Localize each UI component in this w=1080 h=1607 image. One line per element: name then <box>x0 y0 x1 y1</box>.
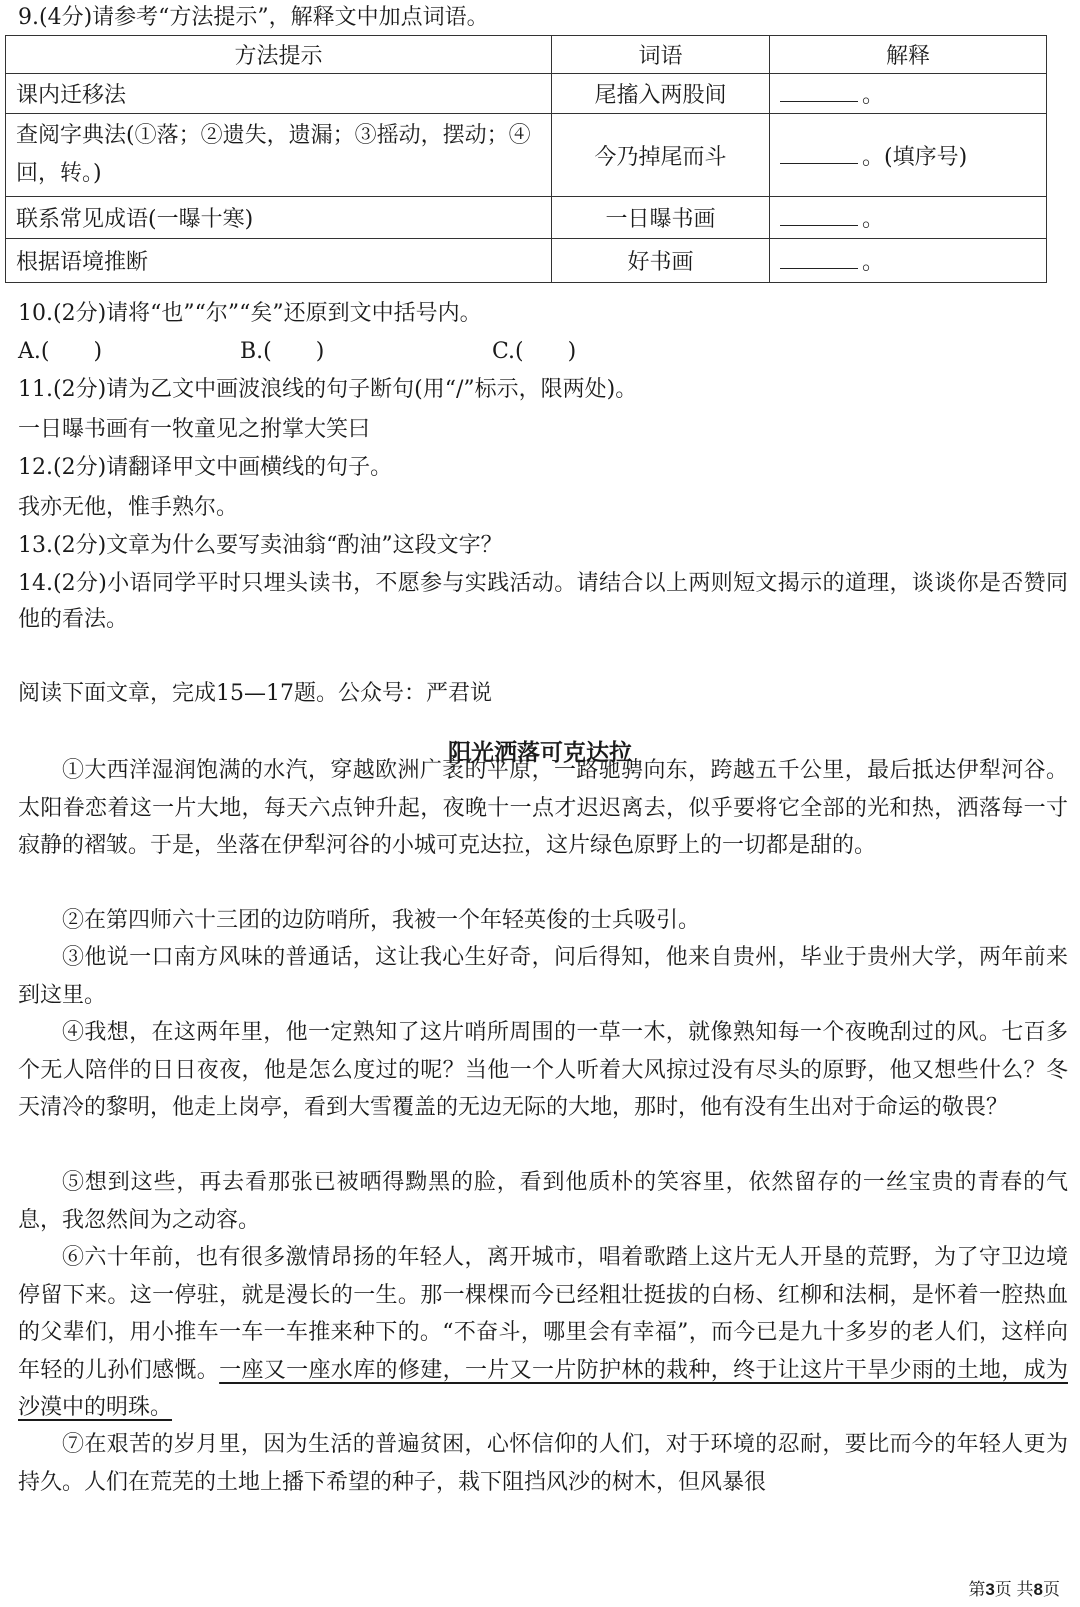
paragraph-2: ②在第四师六十三团的边防哨所，我被一个年轻英俊的士兵吸引。 <box>62 908 701 933</box>
paragraph-4: ④我想，在这两年里，他一定熟知了这片哨所周围的一草一木，就像熟知每一个夜晚刮过的风。七百多个无人陪伴的日日夜夜，他是怎么度过的呢？当他一个人听着大风掠过没有尽头的原野，他又想些什么？冬天清冷的黎明，他走上岗亭，看到大雪覆盖的无边无际的大地，那时，他有没有生出对于命运的敬畏？ <box>18 1020 1068 1120</box>
answer-suffix: 。(填序号) <box>862 144 968 170</box>
table-row <box>6 239 1047 283</box>
answer-cell[interactable] <box>770 74 1047 114</box>
underlined-sentence: 一座又一座水库的修建，一片又一片防护林的栽种，终于让这片干旱少雨的土地，成为沙漠中的明珠。 <box>18 1357 1068 1420</box>
word-cell: 今乃掉尾而斗 <box>552 114 770 197</box>
q14-prompt: 14.(2分)小语同学平时只埋头读书，不愿参与实践活动。请结合以上两则短文揭示的道理，谈谈你是否赞同他的看法。 <box>18 571 1068 632</box>
footer-middle: 页 共 <box>994 1580 1034 1599</box>
answer-suffix: 。 <box>862 207 885 232</box>
q12-sentence: 我亦无他，惟手熟尔。 <box>18 495 239 520</box>
header-word: 词语 <box>552 36 770 74</box>
q10-option-b[interactable]: B.( ) <box>240 339 325 364</box>
q9-prompt: 9.(4分)请参考“方法提示”，解释文中加点词语。 <box>18 5 489 30</box>
answer-suffix: 。 <box>862 83 885 108</box>
method-cell: 课内迁移法 <box>6 74 552 114</box>
article-title: 阳光洒落可克达拉 <box>448 739 632 766</box>
footer-prefix: 第 <box>968 1580 986 1599</box>
paragraph-7: ⑦在艰苦的岁月里，因为生活的普遍贫困，心怀信仰的人们，对于环境的忍耐，要比而今的年轻人更为持久。人们在荒芜的土地上播下希望的种子，栽下阻挡风沙的树木，但风暴很 <box>18 1432 1068 1495</box>
q9-table <box>5 35 1047 283</box>
table-row <box>6 114 1047 197</box>
answer-cell[interactable] <box>770 197 1047 239</box>
answer-cell[interactable] <box>770 114 1047 197</box>
footer-page: 3 <box>985 1580 995 1599</box>
page-footer <box>968 1575 1060 1600</box>
paragraph-1: ①大西洋湿润饱满的水汽，穿越欧洲广袤的平原，一路驰骋向东，跨越五千公里，最后抵达伊犁河谷。太阳眷恋着这一片大地，每天六点钟升起，夜晚十一点才迟迟离去，似乎要将它全部的光和热，洒落每一寸寂静的褶皱。于是，坐落在伊犁河谷的小城可克达拉，这片绿色原野上的一切都是甜的。 <box>18 758 1068 858</box>
q11-prompt: 11.(2分)请为乙文中画波浪线的句子断句(用“/”标示，限两处)。 <box>18 377 638 402</box>
method-cell: 根据语境推断 <box>6 239 552 283</box>
word-cell: 尾搐入两股间 <box>552 74 770 114</box>
footer-total: 8 <box>1033 1580 1043 1599</box>
answer-suffix: 。 <box>862 250 885 275</box>
answer-blank[interactable] <box>780 203 858 226</box>
q10-prompt: 10.(2分)请将“也”“尔”“矣”还原到文中括号内。 <box>18 301 482 326</box>
q12-prompt: 12.(2分)请翻译甲文中画横线的句子。 <box>18 455 393 480</box>
answer-blank[interactable] <box>780 79 858 102</box>
paragraph-6-text: ⑥六十年前，也有很多激情昂扬的年轻人，离开城市，唱着歌踏上这片无人开垦的荒野，为了守卫边境停留下来。这一停驻，就是漫长的一生。那一棵棵而今已经粗壮挺拔的白杨、红柳和法桐，是怀着一腔热血的父辈们，用小推车一车一车推来种下的。“不奋斗，哪里会有幸福”，而今已是九十多岁的老人们，这样向年轻的儿孙们感慨。 <box>18 1245 1068 1383</box>
q11-sentence: 一日曝书画有一牧童见之拊掌大笑曰 <box>18 417 371 442</box>
q13-prompt: 13.(2分)文章为什么要写卖油翁“酌油”这段文字？ <box>18 533 503 558</box>
q10-option-a[interactable]: A.( ) <box>18 339 103 364</box>
table-row <box>6 197 1047 239</box>
table-row <box>6 74 1047 114</box>
header-method: 方法提示 <box>6 36 552 74</box>
word-cell: 一日曝书画 <box>552 197 770 239</box>
answer-cell[interactable] <box>770 239 1047 283</box>
paragraph-6 <box>18 1239 1068 1427</box>
answer-blank[interactable] <box>780 141 858 164</box>
paragraph-3: ③他说一口南方风味的普通话，这让我心生好奇，问后得知，他来自贵州，毕业于贵州大学，两年前来到这里。 <box>18 945 1068 1008</box>
header-explanation: 解释 <box>770 36 1047 74</box>
method-cell: 查阅字典法(①落；②遗失，遗漏；③摇动，摆动；④回，转。) <box>6 114 552 197</box>
answer-blank[interactable] <box>780 246 858 269</box>
footer-suffix: 页 <box>1043 1580 1060 1599</box>
method-cell: 联系常见成语(一曝十寒) <box>6 197 552 239</box>
q10-option-c[interactable]: C.( ) <box>492 339 577 364</box>
paragraph-5: ⑤想到这些，再去看那张已被晒得黝黑的脸，看到他质朴的笑容里，依然留存的一丝宝贵的青春的气息，我忽然间为之动容。 <box>18 1170 1068 1233</box>
reading-intro: 阅读下面文章，完成15—17题。公众号：严君说 <box>18 681 492 706</box>
word-cell: 好书画 <box>552 239 770 283</box>
